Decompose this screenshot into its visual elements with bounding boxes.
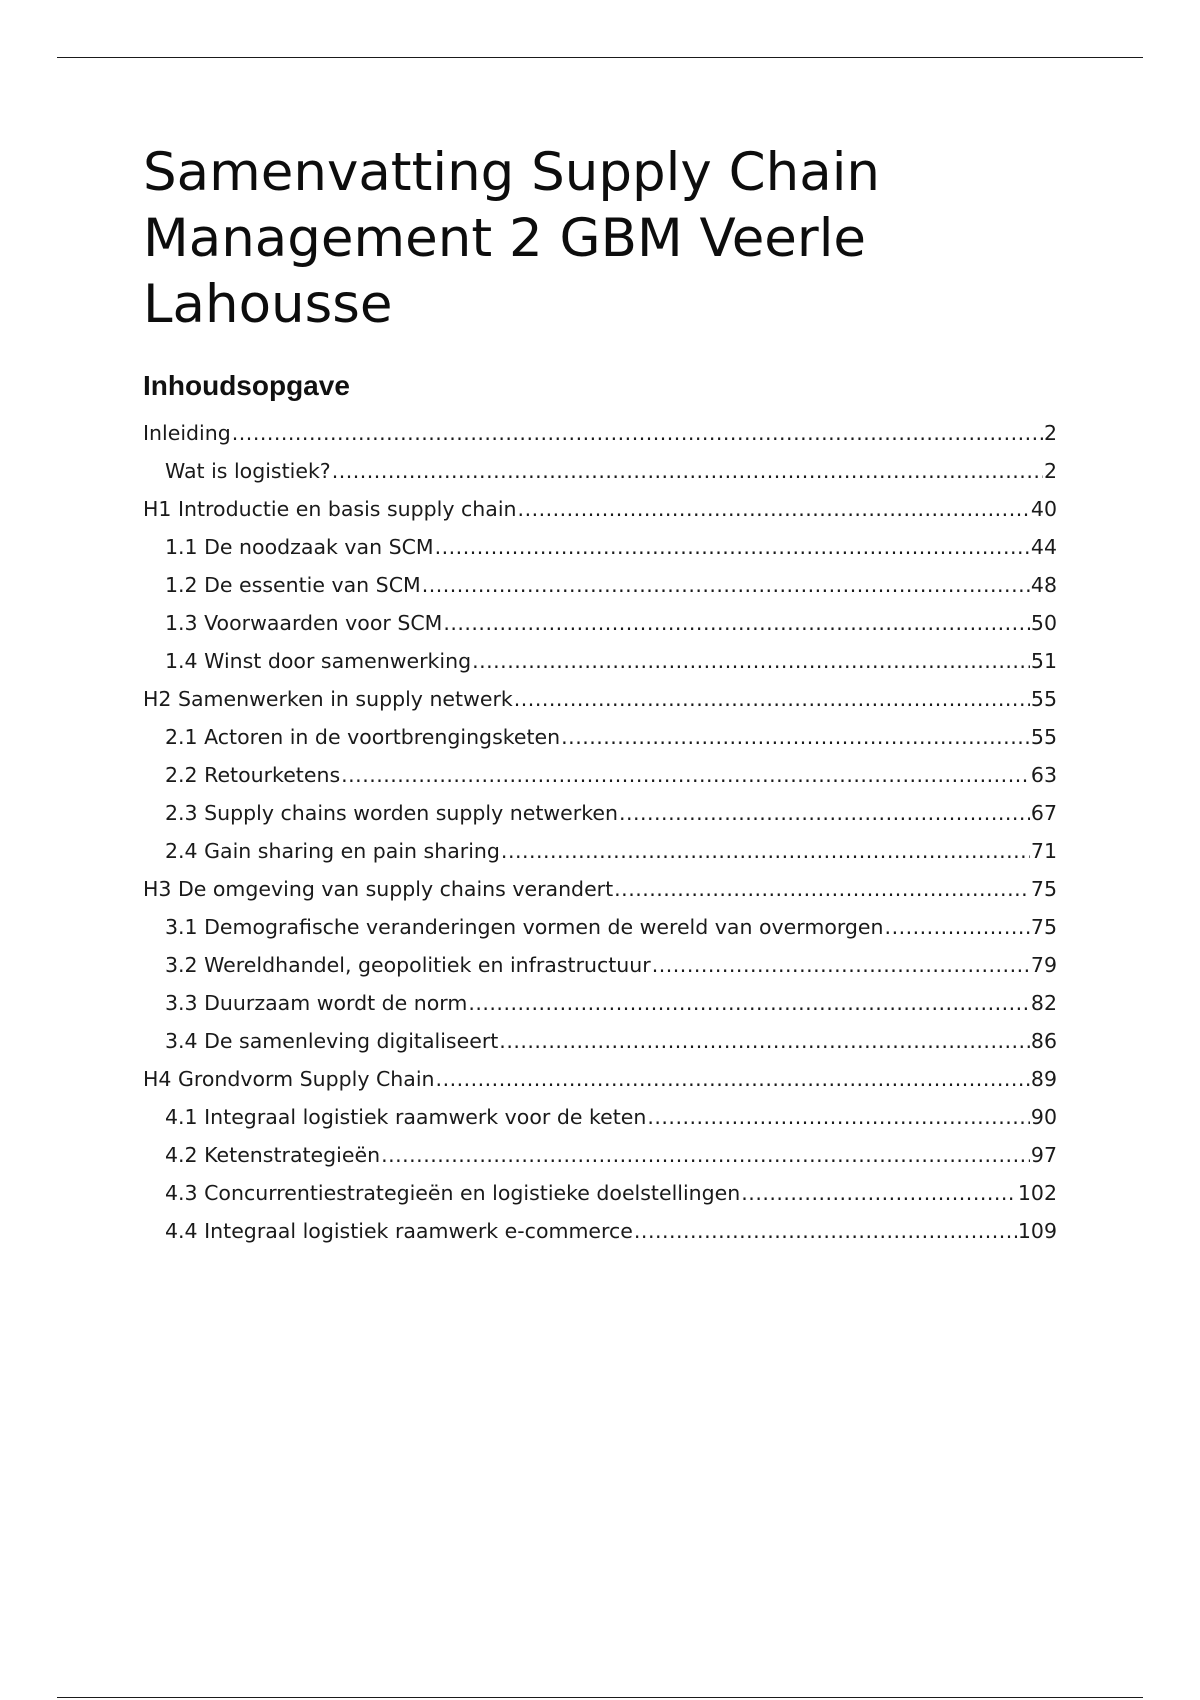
toc-entry[interactable] [143, 1098, 1057, 1136]
toc-entry[interactable] [143, 1174, 1057, 1212]
document-title: Samenvatting Supply Chain Management 2 GBM Veerle Lahousse [143, 142, 881, 335]
toc-dot-leader [634, 1212, 1017, 1250]
toc-entry-page-number: 67 [1030, 801, 1057, 825]
toc-entry[interactable] [143, 1136, 1057, 1174]
toc-dot-leader [885, 908, 1030, 946]
toc-entry-label: 2.1 Actoren in de voortbrengingsketen [165, 725, 561, 749]
toc-entry-page-number: 109 [1017, 1219, 1057, 1243]
toc-entry-label: 4.2 Ketenstrategieën [165, 1143, 381, 1167]
toc-entry[interactable] [143, 908, 1057, 946]
toc-dot-leader [561, 718, 1030, 756]
toc-entry-page-number: 90 [1030, 1105, 1057, 1129]
toc-dot-leader [501, 832, 1030, 870]
toc-entry-label: 4.4 Integraal logistiek raamwerk e-commerce [165, 1219, 633, 1243]
toc-entry-page-number: 75 [1030, 915, 1057, 939]
toc-dot-leader [614, 870, 1030, 908]
toc-entry[interactable] [143, 566, 1057, 604]
toc-entry-label: 1.1 De noodzaak van SCM [165, 535, 434, 559]
toc-entry-label: H1 Introductie en basis supply chain [143, 497, 517, 521]
toc-entry[interactable] [143, 946, 1057, 984]
toc-entry[interactable] [143, 490, 1057, 528]
toc-entry[interactable] [143, 1022, 1057, 1060]
toc-entry-label: 2.2 Retourketens [165, 763, 341, 787]
toc-entry-label: H4 Grondvorm Supply Chain [143, 1067, 435, 1091]
toc-entry-label: 3.1 Demografische veranderingen vormen de wereld van overmorgen [165, 915, 884, 939]
toc-entry[interactable] [143, 756, 1057, 794]
toc-entry[interactable] [143, 1212, 1057, 1250]
toc-entry-label: Wat is logistiek? [165, 459, 331, 483]
toc-entry-label: H3 De omgeving van supply chains verandert [143, 877, 614, 901]
toc-entry[interactable] [143, 680, 1057, 718]
toc-entry[interactable] [143, 984, 1057, 1022]
toc-dot-leader [232, 414, 1043, 452]
toc-dot-leader [436, 1060, 1030, 1098]
toc-entry-page-number: 44 [1030, 535, 1057, 559]
table-of-contents [143, 414, 1057, 1250]
toc-dot-leader [435, 528, 1030, 566]
toc-entry-page-number: 2 [1043, 459, 1057, 483]
toc-entry-page-number: 63 [1030, 763, 1057, 787]
page-content [143, 140, 1057, 1250]
toc-entry-page-number: 75 [1030, 877, 1057, 901]
toc-entry-page-number: 79 [1030, 953, 1057, 977]
toc-dot-leader [422, 566, 1030, 604]
toc-entry-page-number: 71 [1030, 839, 1057, 863]
page-header-rule [57, 57, 1143, 58]
toc-entry-page-number: 102 [1017, 1181, 1057, 1205]
toc-entry-label: 3.4 De samenleving digitaliseert [165, 1029, 499, 1053]
toc-dot-leader [619, 794, 1030, 832]
toc-entry-label: 2.4 Gain sharing en pain sharing [165, 839, 500, 863]
toc-dot-leader [472, 642, 1030, 680]
toc-entry[interactable] [143, 718, 1057, 756]
toc-entry-label: 3.3 Duurzaam wordt de norm [165, 991, 468, 1015]
toc-entry-label: 2.3 Supply chains worden supply netwerken [165, 801, 618, 825]
toc-heading: Inhoudsopgave [143, 370, 350, 401]
toc-entry-page-number: 82 [1030, 991, 1057, 1015]
toc-entry-label: 4.1 Integraal logistiek raamwerk voor de keten [165, 1105, 647, 1129]
toc-entry-label: Inleiding [143, 421, 231, 445]
toc-entry-label: H2 Samenwerken in supply netwerk [143, 687, 513, 711]
toc-dot-leader [443, 604, 1030, 642]
toc-entry-page-number: 51 [1030, 649, 1057, 673]
toc-dot-leader [647, 1098, 1030, 1136]
toc-entry-label: 4.3 Concurrentiestrategieën en logistieke doelstellingen [165, 1181, 741, 1205]
toc-dot-leader [518, 490, 1030, 528]
toc-entry[interactable] [143, 794, 1057, 832]
toc-entry-page-number: 89 [1030, 1067, 1057, 1091]
toc-entry-page-number: 50 [1030, 611, 1057, 635]
toc-entry-page-number: 86 [1030, 1029, 1057, 1053]
toc-entry-page-number: 48 [1030, 573, 1057, 597]
toc-dot-leader [332, 452, 1043, 490]
toc-entry-label: 1.3 Voorwaarden voor SCM [165, 611, 443, 635]
toc-entry-page-number: 40 [1030, 497, 1057, 521]
toc-dot-leader [652, 946, 1030, 984]
toc-entry[interactable] [143, 452, 1057, 490]
toc-entry-page-number: 55 [1030, 725, 1057, 749]
toc-entry[interactable] [143, 832, 1057, 870]
toc-dot-leader [741, 1174, 1017, 1212]
toc-entry-label: 1.2 De essentie van SCM [165, 573, 421, 597]
toc-entry-label: 1.4 Winst door samenwerking [165, 649, 472, 673]
toc-entry[interactable] [143, 604, 1057, 642]
toc-dot-leader [341, 756, 1030, 794]
toc-entry[interactable] [143, 1060, 1057, 1098]
toc-entry-page-number: 2 [1043, 421, 1057, 445]
toc-entry[interactable] [143, 870, 1057, 908]
toc-entry[interactable] [143, 528, 1057, 566]
toc-entry-page-number: 97 [1030, 1143, 1057, 1167]
toc-dot-leader [468, 984, 1030, 1022]
toc-dot-leader [514, 680, 1030, 718]
toc-entry-page-number: 55 [1030, 687, 1057, 711]
page-footer-rule [57, 1697, 1143, 1698]
toc-dot-leader [381, 1136, 1030, 1174]
toc-dot-leader [499, 1022, 1030, 1060]
toc-entry[interactable] [143, 642, 1057, 680]
toc-entry[interactable] [143, 414, 1057, 452]
toc-entry-label: 3.2 Wereldhandel, geopolitiek en infrastructuur [165, 953, 651, 977]
